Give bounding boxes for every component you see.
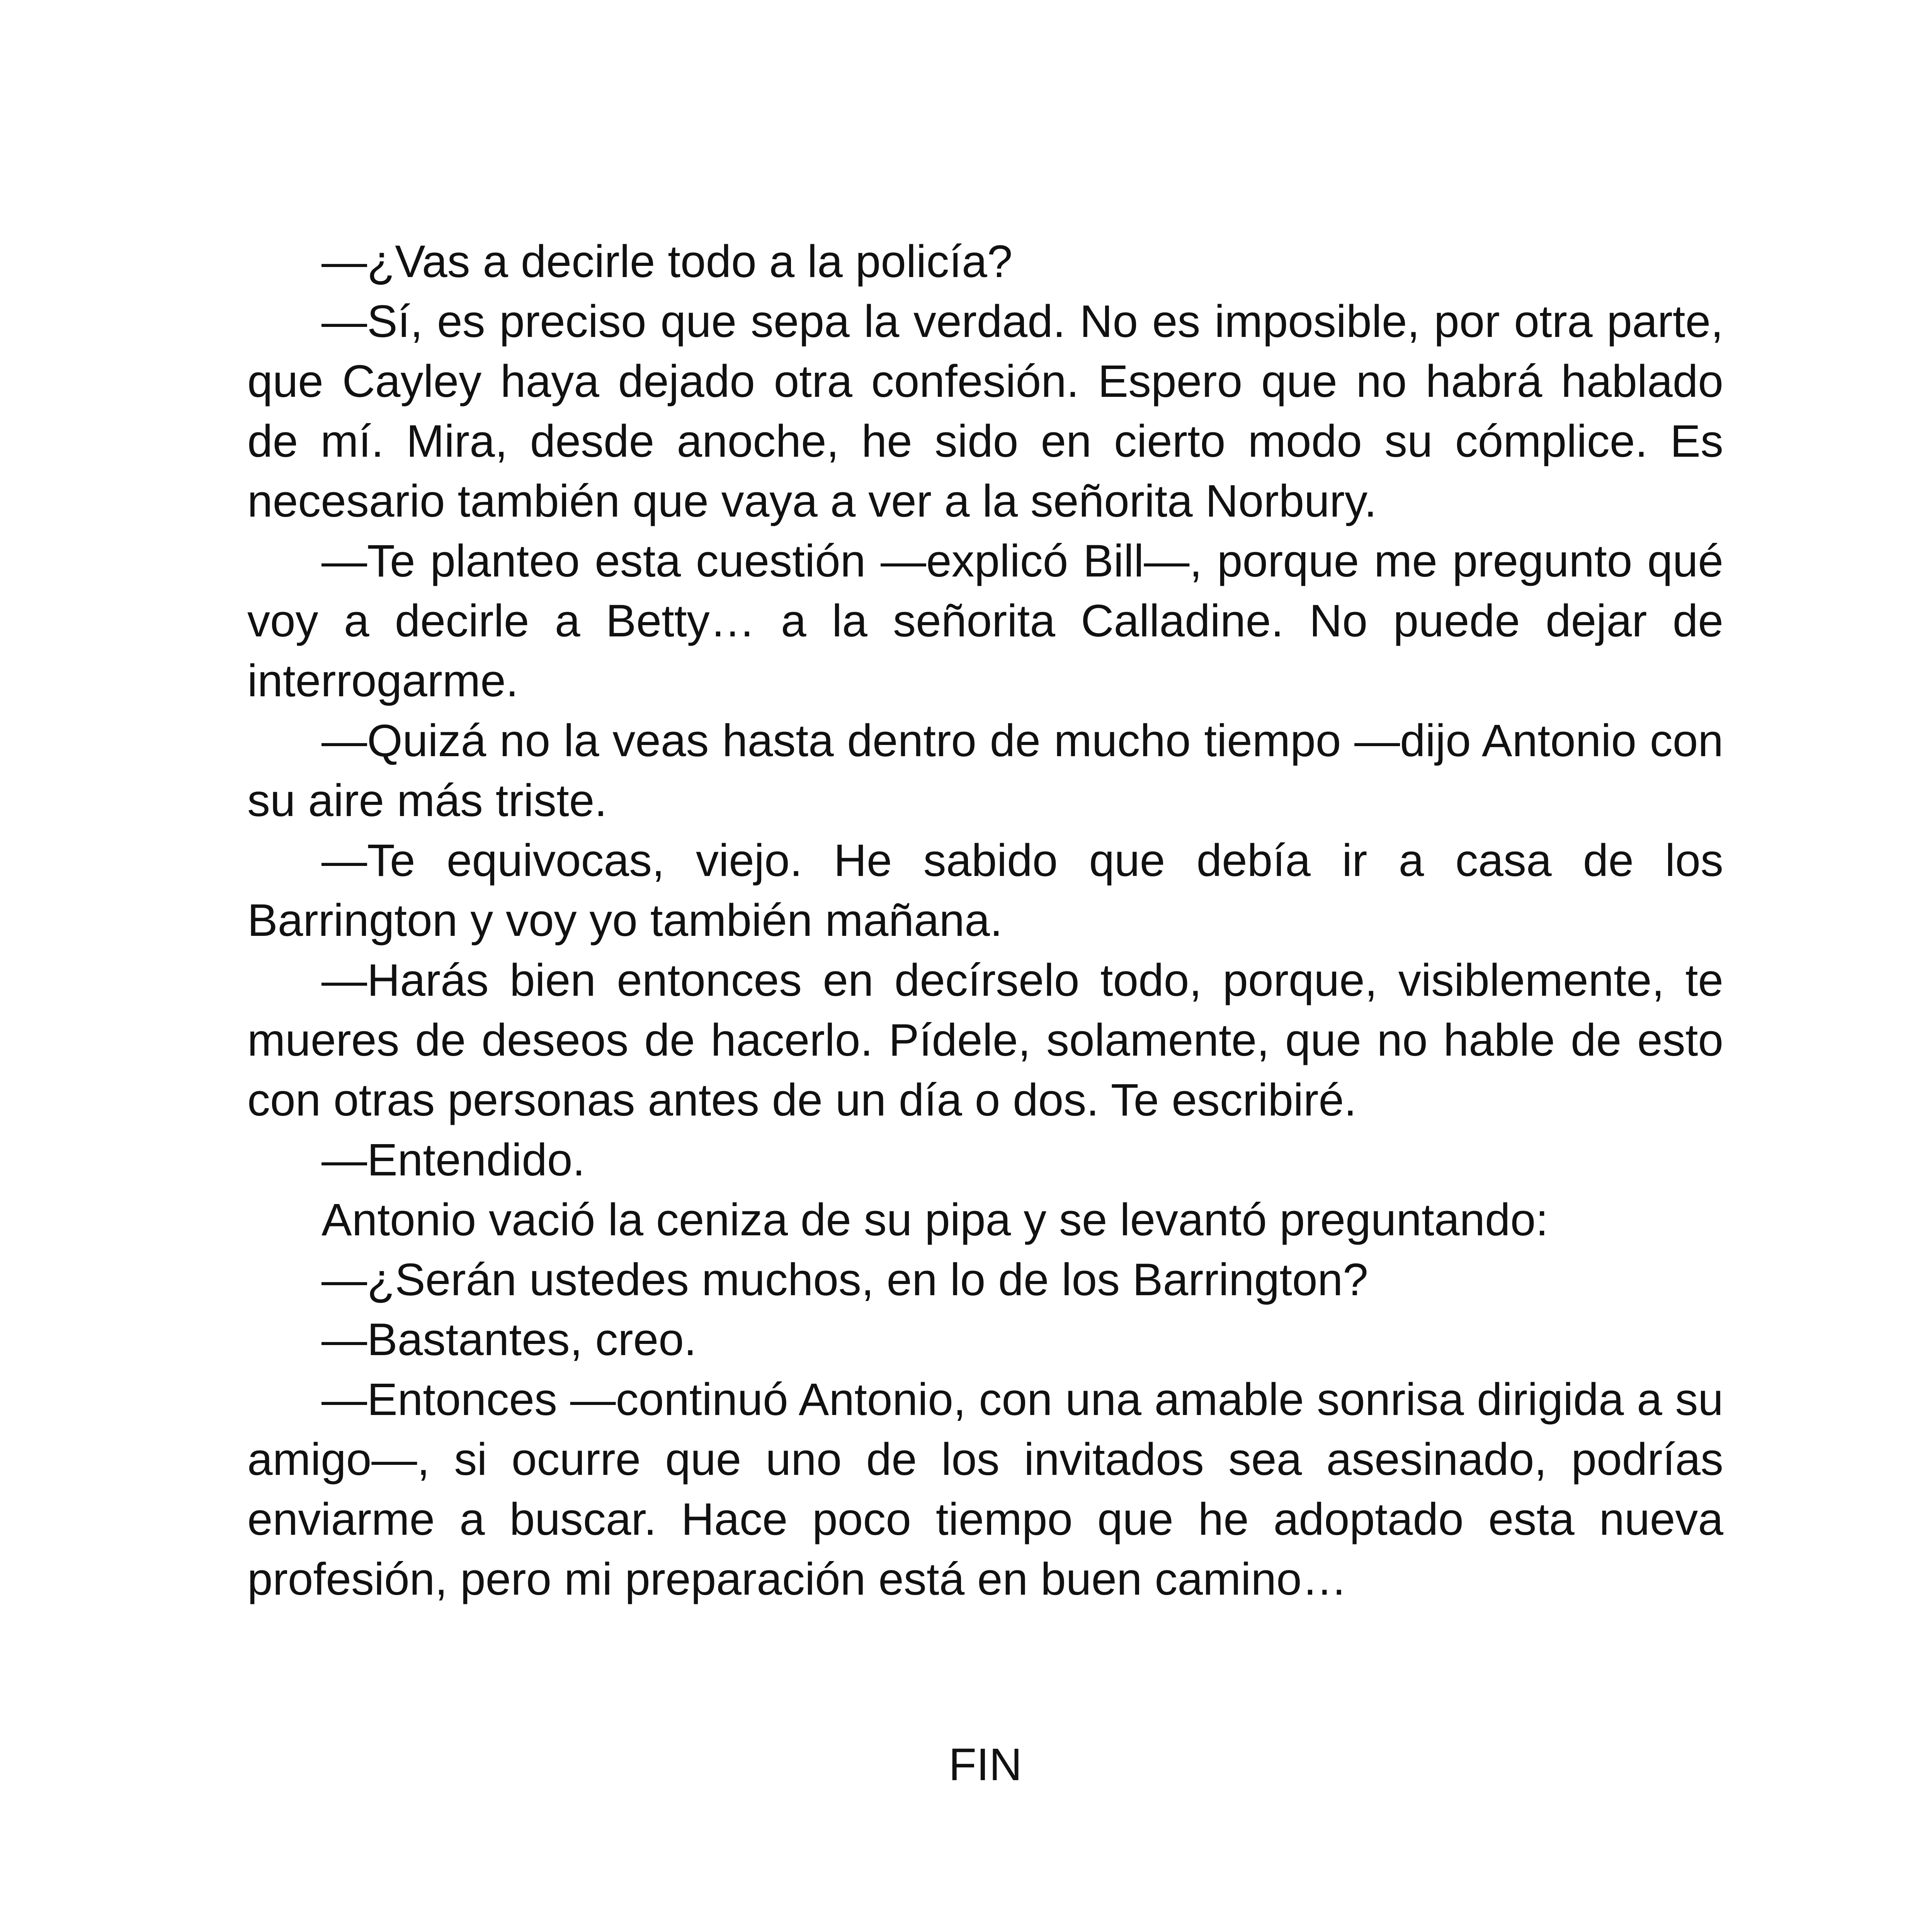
paragraph: —Sí, es preciso que sepa la verdad. No es imposible, por otra parte, que Cayley haya dejado otra confesión. Espero que no habrá hablado de mí. Mira, desde anoche, he sido en cierto modo su cómplice. Es necesario también que vaya a ver a la señorita Norbury. (247, 296, 1723, 527)
paragraph: —Harás bien entonces en decírselo todo, porque, visiblemente, te mueres de deseos de hacerlo. Pídele, solamente, que no hable de esto con otras personas antes de un día o dos. Te escribiré. (247, 955, 1723, 1126)
paragraph: —¿Vas a decirle todo a la policía? (321, 236, 1013, 287)
paragraph: —Te equivocas, viejo. He sabido que debía ir a casa de los Barrington y voy yo también mañana. (247, 835, 1723, 946)
paragraph: —Entonces —continuó Antonio, con una amable sonrisa dirigida a su amigo—, si ocurre que uno de los invitados sea asesinado, podrías enviarme a buscar. Hace poco tiempo que he adoptado esta nueva profesión, pero mi preparación está en buen camino… (247, 1374, 1723, 1605)
body-text (247, 232, 1723, 1609)
paragraph: —Bastantes, creo. (321, 1314, 697, 1365)
paragraph: —Quizá no la veas hasta dentro de mucho tiempo —dijo Antonio con su aire más triste. (247, 715, 1723, 826)
paragraph: —Te planteo esta cuestión —explicó Bill—, porque me pregunto qué voy a decirle a Betty… a la señorita Calladine. No puede dejar de interrogarme. (247, 536, 1723, 706)
paragraph: Antonio vació la ceniza de su pipa y se levantó preguntando: (321, 1194, 1549, 1245)
paragraph: —¿Serán ustedes muchos, en lo de los Barrington? (321, 1254, 1368, 1305)
paragraph: —Entendido. (321, 1134, 585, 1185)
end-marker: FIN (948, 1739, 1022, 1790)
